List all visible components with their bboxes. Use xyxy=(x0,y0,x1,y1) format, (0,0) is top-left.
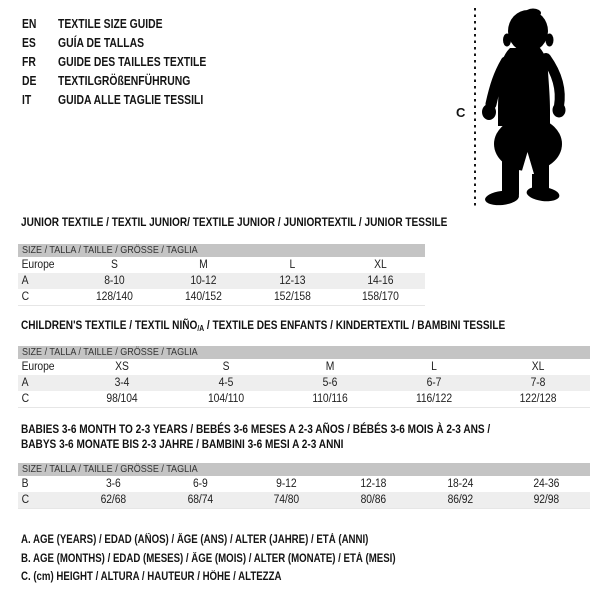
row-label: C xyxy=(21,291,29,303)
table-cell: S xyxy=(222,361,230,373)
table-row xyxy=(18,375,590,391)
table-cell: XS xyxy=(115,361,129,373)
language-code: ES xyxy=(22,35,36,50)
table-cell: L xyxy=(289,259,295,271)
table-cell: 110/116 xyxy=(312,393,348,405)
table-cell: 10-12 xyxy=(190,275,217,287)
table-cell: 140/152 xyxy=(184,291,222,303)
babies-title-line2: BABYS 3-6 MONATE BIS 2-3 JAHRE / BAMBINI 3-6 MESI A 2-3 ANNI xyxy=(21,437,344,451)
babies-section-title xyxy=(21,422,490,452)
footnote-legend xyxy=(21,531,467,587)
table-cell: 6-7 xyxy=(426,377,442,389)
table-cell: 152/158 xyxy=(273,291,311,303)
size-header-text: SIZE / TALLA / TAILLE / GRÖSSE / TAGLIA xyxy=(22,244,198,256)
table-cell: XL xyxy=(374,259,387,271)
table-cell: 4-5 xyxy=(218,377,234,389)
table-cell: 9-12 xyxy=(276,478,297,490)
babies-size-table xyxy=(18,463,590,509)
language-title-list xyxy=(22,14,252,109)
children-section-title xyxy=(21,318,505,336)
height-measure-dotted-line xyxy=(474,8,476,208)
language-title: GUÍA DE TALLAS xyxy=(58,35,145,50)
row-label: Europe xyxy=(21,361,55,373)
footnote-a: A. AGE (YEARS) / EDAD (AÑOS) / ÂGE (ANS) / ALTER (JAHRE) / ETÀ (ANNI) xyxy=(21,534,369,546)
language-title: TEXTILE SIZE GUIDE xyxy=(58,16,163,31)
table-cell: 92/98 xyxy=(533,494,560,506)
table-cell: XL xyxy=(531,361,545,373)
row-label: C xyxy=(21,393,29,405)
table-cell: M xyxy=(325,361,335,373)
table-cell: 62/68 xyxy=(100,494,127,506)
language-title: TEXTILGRÖßENFÜHRUNG xyxy=(58,73,191,88)
row-label: B xyxy=(21,478,29,490)
table-cell: 12-13 xyxy=(278,275,305,287)
table-cell: 128/140 xyxy=(95,291,133,303)
row-label: A xyxy=(21,275,29,287)
language-row-es xyxy=(22,33,206,52)
language-title: GUIDA ALLE TAGLIE TESSILI xyxy=(58,92,204,107)
row-label: C xyxy=(21,494,29,506)
children-title-text: / TEXTILE DES ENFANTS / KINDERTEXTIL / BAMBINI TESSILE xyxy=(204,318,506,332)
table-cell: M xyxy=(198,259,208,271)
table-cell: 6-9 xyxy=(192,478,208,490)
language-code: FR xyxy=(22,54,36,69)
table-row xyxy=(18,391,590,407)
table-cell: 80/86 xyxy=(360,494,387,506)
table-row xyxy=(18,289,425,305)
children-title-text: CHILDREN'S TEXTILE / TEXTIL NIÑO xyxy=(21,318,198,332)
row-label: A xyxy=(21,377,29,389)
table-cell: S xyxy=(110,259,118,271)
children-size-table xyxy=(18,346,590,408)
language-title: GUIDE DES TAILLES TEXTILE xyxy=(58,54,207,69)
toddler-silhouette-image xyxy=(478,6,570,210)
language-code: EN xyxy=(22,16,37,31)
language-row-de xyxy=(22,71,206,90)
table-cell: 98/104 xyxy=(106,393,138,405)
junior-size-table xyxy=(18,244,425,306)
table-cell: L xyxy=(431,361,437,373)
table-row xyxy=(18,257,425,273)
language-row-fr xyxy=(22,52,206,71)
table-row xyxy=(18,273,425,289)
table-row xyxy=(18,492,590,508)
row-label: Europe xyxy=(21,259,55,271)
table-cell: 122/128 xyxy=(519,393,557,405)
language-row-it xyxy=(22,90,206,109)
table-cell: 18-24 xyxy=(447,478,474,490)
table-cell: 86/92 xyxy=(447,494,473,506)
children-title-subscript: /A xyxy=(197,324,205,333)
size-header-bar xyxy=(18,244,425,257)
table-cell: 116/122 xyxy=(415,393,453,405)
footnote-b: B. AGE (MONTHS) / EDAD (MESES) / ÂGE (MOIS) / ALTER (MONATE) / ETÀ (MESI) xyxy=(21,552,396,565)
junior-section-title: JUNIOR TEXTILE / TEXTIL JUNIOR/ TEXTILE JUNIOR / JUNIORTEXTIL / JUNIOR TESSILE xyxy=(21,215,448,229)
table-row xyxy=(18,359,590,375)
table-row xyxy=(18,476,590,492)
table-cell: 74/80 xyxy=(273,494,300,506)
size-header-bar xyxy=(18,463,590,476)
table-cell: 7-8 xyxy=(530,377,546,389)
table-cell: 12-18 xyxy=(360,478,387,490)
size-header-text: SIZE / TALLA / TAILLE / GRÖSSE / TAGLIA xyxy=(22,346,198,358)
table-cell: 8-10 xyxy=(104,275,125,287)
table-cell: 158/170 xyxy=(362,291,400,303)
table-cell: 14-16 xyxy=(367,275,394,287)
footnote-c: C. (cm) HEIGHT / ALTURA / HAUTEUR / HÖHE / ALTEZZA xyxy=(21,571,282,583)
table-cell: 5-6 xyxy=(322,377,338,389)
height-measure-label: C xyxy=(456,105,466,120)
table-cell: 3-6 xyxy=(105,478,121,490)
table-cell: 3-4 xyxy=(114,377,130,389)
babies-title-line1: BABIES 3-6 MONTH TO 2-3 YEARS / BEBÉS 3-6 MESES A 2-3 AÑOS / BÉBÉS 3-6 MOIS À 2-3 ANS / xyxy=(21,422,491,436)
table-cell: 68/74 xyxy=(187,494,213,506)
size-header-bar xyxy=(18,346,590,359)
table-cell: 104/110 xyxy=(207,393,245,405)
language-code: DE xyxy=(22,73,37,88)
language-row-en xyxy=(22,14,206,33)
size-header-text: SIZE / TALLA / TAILLE / GRÖSSE / TAGLIA xyxy=(22,463,198,475)
language-code: IT xyxy=(22,92,32,107)
table-cell: 24-36 xyxy=(533,478,560,490)
